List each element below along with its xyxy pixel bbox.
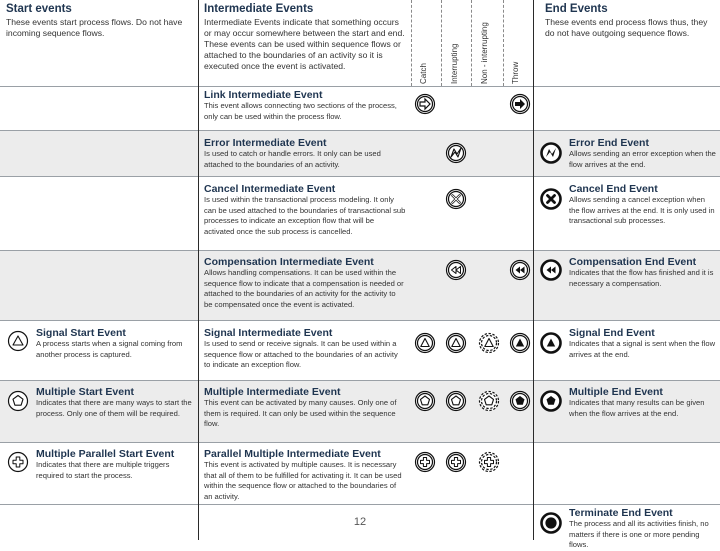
error-end-event-description: Allows sending an error exception when the flow arrives at the end. (569, 149, 716, 169)
column-header-catch: Catch (419, 63, 428, 84)
error-interrupting-icon (445, 142, 467, 164)
signal-throw-icon (509, 332, 531, 354)
row-divider (0, 176, 720, 177)
end-events-heading: End Events (545, 3, 608, 15)
multiple-start-event-title: Multiple Start Event (36, 386, 135, 398)
signal-end-event-title: Signal End Event (569, 327, 655, 339)
column-divider (471, 0, 472, 86)
compensation-intermediate-event-title: Compensation Intermediate Event (204, 256, 374, 268)
start-events-heading: Start events (6, 3, 72, 15)
compensation-end-icon (540, 259, 562, 281)
multiple-intermediate-event-title: Multiple Intermediate Event (204, 386, 341, 398)
row-divider (0, 504, 720, 505)
signal-start-event-title: Signal Start Event (36, 327, 126, 339)
signal-intermediate-event-title: Signal Intermediate Event (204, 327, 333, 339)
terminate-end-event-title: Terminate End Event (569, 507, 673, 519)
compensation-throw-icon (509, 259, 531, 281)
column-header-throw: Throw (511, 61, 520, 84)
cancel-intermediate-event-description: Is used within the transactional process modeling. It only can be used attached to the boundaries of transactional sub processes to indicate an exception flow that will be activated once the sub process is cancelled. (204, 195, 406, 236)
row-divider (0, 320, 720, 321)
signal-catch-icon (414, 332, 436, 354)
row-divider (0, 380, 720, 381)
signal-end-event-description: Indicates that a signal is sent when the flow arrives at the end. (569, 339, 716, 359)
intermediate-events-heading: Intermediate Events (204, 3, 314, 15)
column-divider (533, 0, 534, 540)
end-events-description: These events end process flows thus, they do not have outgoing sequence flows. (545, 17, 708, 38)
column-divider (441, 0, 442, 86)
link-intermediate-event-description: This event allows connecting two sections of the process, only can be used within the process flow. (204, 101, 397, 121)
column-header-interrupting: Interrupting (450, 43, 459, 84)
compensation-end-event-title: Compensation End Event (569, 256, 697, 268)
multiple-start-icon (7, 390, 29, 412)
multiple-end-event-title: Multiple End Event (569, 386, 663, 398)
signal-intermediate-event-description: Is used to send or receive signals. It can be used within a sequence flow or attached to the boundaries of an activity to indicate an exception flow. (204, 339, 398, 370)
multiple-interrupting-icon (445, 390, 467, 412)
multiple-non-interrupting-icon (478, 390, 500, 412)
parallel-multiple-interrupting-icon (445, 451, 467, 473)
row-divider (0, 86, 720, 87)
signal-start-icon (7, 330, 29, 352)
multiple-intermediate-event-description: This event can be activated by many causes. Only one of them is required. It can only be used within the sequence flow. (204, 398, 397, 429)
compensation-end-event-description: Indicates that the flow has finished and it is necessary a compensation. (569, 268, 714, 288)
signal-start-event-description: A process starts when a signal coming from another process is captured. (36, 339, 183, 359)
column-divider (411, 0, 412, 86)
multiple-end-icon (540, 390, 562, 412)
link-throw-icon (509, 93, 531, 115)
column-header-non-interrupting: Non - interrupting (480, 22, 489, 84)
row-divider (0, 442, 720, 443)
error-intermediate-event-description: Is used to catch or handle errors. It only can be used attached to the boundaries of an activity. (204, 149, 381, 169)
row-divider (0, 130, 720, 131)
signal-interrupting-icon (445, 332, 467, 354)
multiple-start-event-description: Indicates that there are many ways to start the process. Only one of them will be required. (36, 398, 192, 418)
error-intermediate-event-title: Error Intermediate Event (204, 137, 327, 149)
parallel-multiple-non-interrupting-icon (478, 451, 500, 473)
terminate-end-icon (540, 512, 562, 534)
compensation-intermediate-event-description: Allows handling compensations. It can be used within the sequence flow to indicate that a compensation is needed or attached to the boundaries of an activity for the activity to be compensated once the event is activated. (204, 268, 404, 309)
link-intermediate-event-title: Link Intermediate Event (204, 89, 323, 101)
cancel-end-event-title: Cancel End Event (569, 183, 658, 195)
cancel-interrupting-icon (445, 188, 467, 210)
error-end-event-title: Error End Event (569, 137, 649, 149)
signal-end-icon (540, 332, 562, 354)
signal-non-interrupting-icon (478, 332, 500, 354)
link-catch-icon (414, 93, 436, 115)
parallel-multiple-intermediate-event-description: This event is activated by multiple causes. It is necessary that all of them to be fulfilled for activating it. It can be used within the sequence flow or attached to the boundaries of an activity. (204, 460, 402, 501)
parallel-multiple-catch-icon (414, 451, 436, 473)
multiple-parallel-start-event-description: Indicates that there are multiple triggers required to start the process. (36, 460, 170, 480)
page-number: 12 (353, 516, 367, 528)
error-end-icon (540, 142, 562, 164)
cancel-end-icon (540, 188, 562, 210)
cancel-intermediate-event-title: Cancel Intermediate Event (204, 183, 336, 195)
terminate-end-event-description: The process and all its activities finish, no matters if there is one or more pending flows. (569, 519, 709, 550)
multiple-parallel-start-icon (7, 451, 29, 473)
cancel-end-event-description: Allows sending a cancel exception when the flow arrives at the end. It is only used in transactional sub processes. (569, 195, 715, 226)
start-events-description: These events start process flows. Do not have incoming sequence flows. (6, 17, 183, 38)
multiple-end-event-description: Indicates that many results can be given when the flow arrives at the end. (569, 398, 705, 418)
compensation-interrupting-icon (445, 259, 467, 281)
multiple-throw-icon (509, 390, 531, 412)
intermediate-events-description: Intermediate Events indicate that something occurs or may occur somewhere between the start and end. These events can be used within sequence flows or attached to the boundaries of an activity so it is executed once the event is activated. (204, 17, 405, 71)
column-divider (503, 0, 504, 86)
multiple-catch-icon (414, 390, 436, 412)
parallel-multiple-intermediate-event-title: Parallel Multiple Intermediate Event (204, 448, 381, 460)
column-divider (198, 0, 199, 540)
multiple-parallel-start-event-title: Multiple Parallel Start Event (36, 448, 175, 460)
row-divider (0, 250, 720, 251)
